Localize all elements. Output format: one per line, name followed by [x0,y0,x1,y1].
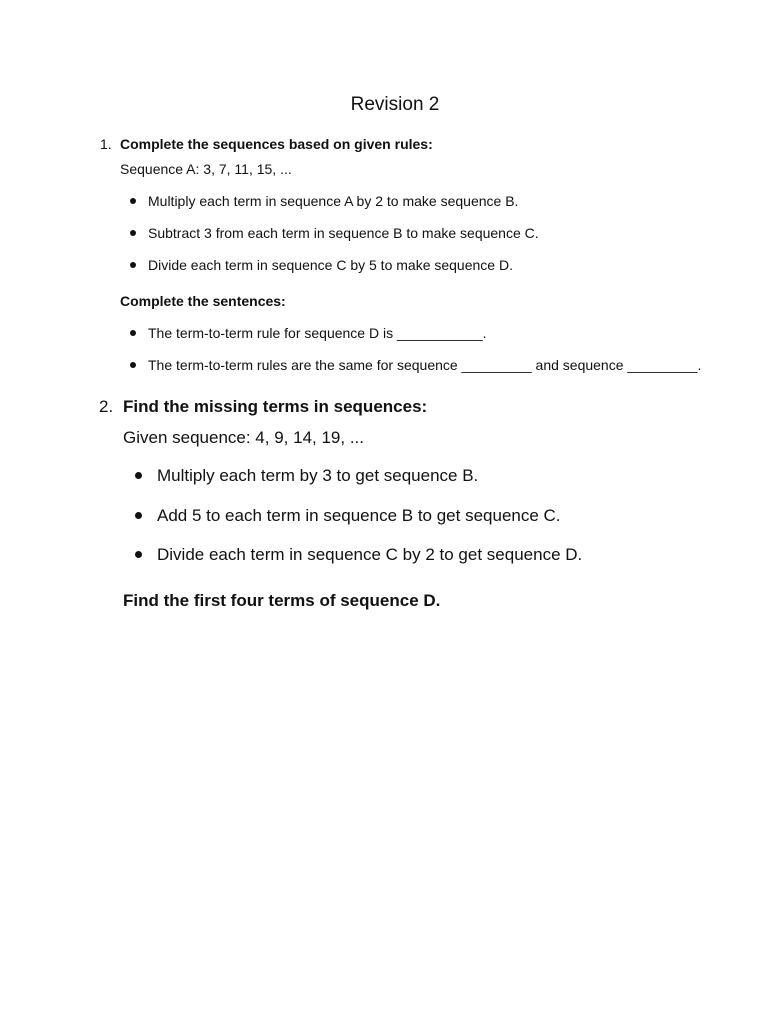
question-1-rule: Divide each term in sequence C by 5 to make sequence D. [148,257,513,273]
question-1-sentence: The term-to-term rules are the same for sequence _________ and sequence _________. [148,357,702,373]
question-2-number: 2. [99,397,114,416]
bullet-icon [130,262,136,268]
question-2-rule: Multiply each term by 3 to get sequence B. [157,466,479,485]
bullet-icon [130,330,136,336]
question-1-given-sequence: Sequence A: 3, 7, 11, 15, ... [120,161,292,177]
question-1-sentence: The term-to-term rule for sequence D is ___________. [148,325,487,341]
bullet-icon [135,472,142,479]
question-1-rule: Subtract 3 from each term in sequence B to make sequence C. [148,225,539,241]
question-2-rule: Add 5 to each term in sequence B to get sequence C. [157,506,561,525]
question-1-sentences-heading: Complete the sentences: [120,293,286,309]
bullet-icon [130,198,136,204]
question-2-rule: Divide each term in sequence C by 2 to get sequence D. [157,545,583,564]
question-1-number: 1. [100,136,112,152]
question-2-given-sequence: Given sequence: 4, 9, 14, 19, ... [123,428,364,447]
bullet-icon [135,512,142,519]
question-1-heading: Complete the sequences based on given rules: [120,136,433,152]
question-2-heading: Find the missing terms in sequences: [123,397,428,416]
bullet-icon [135,551,142,558]
bullet-icon [130,230,136,236]
page-title: Revision 2 [350,94,440,115]
question-1-rule: Multiply each term in sequence A by 2 to make sequence B. [148,193,519,209]
bullet-icon [130,362,136,368]
question-2-task: Find the first four terms of sequence D. [123,591,441,610]
